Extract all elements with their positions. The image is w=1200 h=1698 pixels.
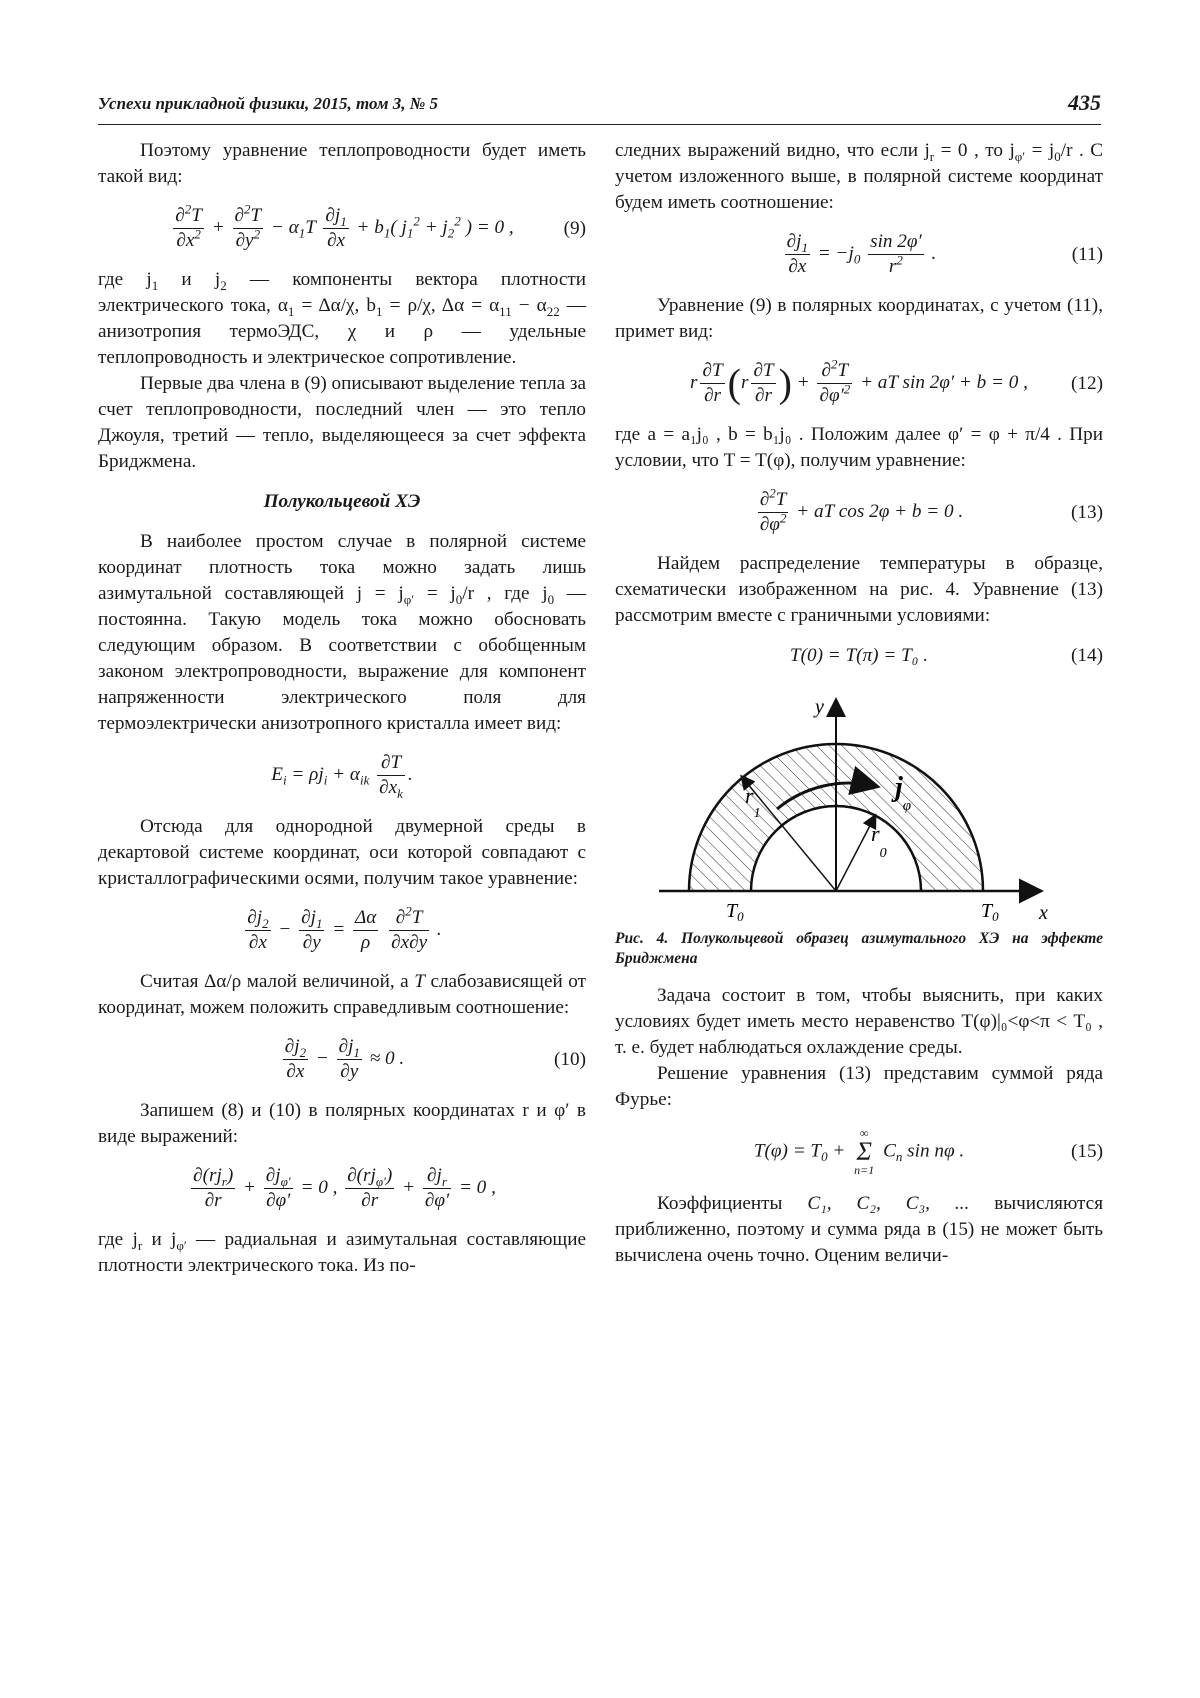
journal-title: Успехи прикладной физики, 2015, том 3, № 5 bbox=[98, 94, 439, 113]
equation-polar: $\frac{\partial(rj_r)}{\partial r}$ + $\frac{\partial j_{\varphi'}}{\partial\varphi'}$ = 0 , $\frac{\partial(rj_{\varphi'})}{\partial r}$ + $\frac{\partial j_r}{\partial\varphi'}$ = 0 , bbox=[193, 1165, 496, 1211]
paragraph: где a = a₁j₀ , b = b₁j₀ . Положим далее φ′ = φ + π/4 . При условии, что T = T(φ), получим уравнение: bbox=[615, 424, 1103, 471]
paragraph: Отсюда для однородной двумерной среды в декартовой системе координат, оси которой совпадают с кристаллографическими осями, получим такое уравнение: bbox=[98, 816, 586, 889]
equation-14: T(0) = T(π) = T₀ . (14) bbox=[615, 643, 1103, 669]
equation-11: $\frac{\partial j_1}{\partial x}$ = $-j_0$ $\frac{\sin 2\varphi'}{r^2}$ . (11) bbox=[786, 231, 1103, 277]
equation-cartesian: $\frac{\partial j_2}{\partial x}$ − $\frac{\partial j_1}{\partial y}$ = $\frac{\Delta\alpha}{\rho}$ $\frac{\partial^2T}{\partial x\partial y}$ . bbox=[247, 903, 442, 953]
paragraph: Считая Δα/ρ малой величиной, а T слабозависящей от координат, можем положить справедливым соотношение: bbox=[98, 971, 587, 1018]
paragraph: где $j_1$ и $j_2$ — компоненты вектора плотности электрического тока, $\alpha_1 = \Delta\alpha/\chi$, $b_1 = \rho/\chi$, $\Delta\alpha = \alpha_{11} - \alpha_{22}$ — анизотропия термоЭДС, χ и ρ — удельные теплопроводность и электрическое сопротивление. bbox=[98, 269, 586, 368]
equation-15: $T(\varphi) = T_0$ + ∞ Σ n=1 $C_n$ sin nφ . (15) bbox=[753, 1126, 1103, 1177]
r0-label: $r_0$ bbox=[871, 821, 887, 861]
j-label: $j_\varphi$ bbox=[895, 772, 912, 814]
paragraph: Первые два члена в (9) описывают выделение тепла за счет теплопроводности, последний член — это тепло Джоуля, третий — тепло, выделяющееся за счет эффекта Бриджмена. bbox=[98, 373, 586, 472]
paragraph: Решение уравнения (13) представим суммой ряда Фурье: bbox=[615, 1063, 1103, 1110]
right-column bbox=[615, 138, 1103, 1269]
paragraph: В наиболее простом случае в полярной системе координат плотность тока можно задать лишь азимутальной составляющей $j = j_{\varphi'} = j_0/r$ , где $j_0$ — постоянна. Такую модель тока можно обосновать следующим образом. В соответствии с обобщенным законом электропроводности, выражение для компонент напряженности электрического поля для термоэлектрически анизотропного кристалла имеет вид: bbox=[98, 531, 587, 734]
paragraph: Поэтому уравнение теплопроводности будет иметь такой вид: bbox=[98, 140, 586, 187]
left-column bbox=[98, 138, 586, 1279]
equation-9: $\frac{\partial^2T}{\partial x^2}$ + $\frac{\partial^2T}{\partial y^2}$ − $\alpha_1T$ $\frac{\partial j_1}{\partial x}$ + $b_1$( $j_1^2 + j_2^2$ ) = 0 , (9) bbox=[175, 201, 586, 251]
r1-label: $r_1$ bbox=[745, 783, 761, 821]
equation-field: $E_i = \rho j_i + \alpha_{ik}$ $\frac{\partial T}{\partial x_k}$ . bbox=[271, 752, 413, 801]
paragraph: Уравнение (9) в полярных координатах, с учетом (11), примет вид: bbox=[615, 295, 1103, 342]
equation-number: (11) bbox=[1071, 243, 1103, 265]
y-label: y bbox=[815, 696, 824, 718]
paragraph: где $j_r$ и $j_{\varphi'}$ — радиальная и азимутальная составляющие плотности электрического тока. Из по- bbox=[98, 1229, 586, 1276]
equation-12: r $\frac{\partial T}{\partial r}$ (r $\frac{\partial T}{\partial r}$ ) + $\frac{\partial^2T}{\partial\varphi'^2}$ + aT sin 2φ′ + b = 0 , (12) bbox=[690, 356, 1103, 406]
paragraph: следних выражений видно, что если $j_r = 0$ , то $j_{\varphi'} = j_0/r$ . С учетом изложенного выше, в полярной системе координат будем иметь соотношение: bbox=[615, 140, 1104, 213]
equation-number: (9) bbox=[563, 217, 586, 239]
equation-number: (10) bbox=[554, 1048, 586, 1070]
paragraph: Задача состоит в том, чтобы выяснить, при каких условиях будет иметь место неравенство T(φ)|₀<φ<π < T₀ , т. е. будет наблюдаться охлаждение среды. bbox=[615, 985, 1103, 1058]
equation-number: (13) bbox=[1071, 501, 1103, 523]
page-number: 435 bbox=[1068, 90, 1101, 115]
equation-number: (12) bbox=[1071, 372, 1103, 394]
x-label: x bbox=[1039, 902, 1048, 923]
equation-13: $\frac{\partial^2T}{\partial\varphi^2}$ + aT cos 2φ + b = 0 . (13) bbox=[759, 485, 1103, 535]
page-header bbox=[98, 90, 1101, 125]
equation-number: (15) bbox=[1071, 1141, 1103, 1162]
paragraph: Запишем (8) и (10) в полярных координатах r и φ′ в виде выражений: bbox=[98, 1100, 586, 1147]
equation-number: (14) bbox=[1071, 645, 1103, 666]
figure-caption: Рис. 4. Полукольцевой образец азимутального ХЭ на эффекте Бриджмена bbox=[615, 930, 1103, 967]
t0-right-label: $T_0$ bbox=[981, 900, 999, 923]
paragraph: Найдем распределение температуры в образце, схематически изображенном на рис. 4. Уравнение (13) рассмотрим вместе с граничными условиями: bbox=[615, 553, 1103, 626]
paragraph: Коэффициенты C₁, C₂, C₃, ... вычисляются приближенно, поэтому и сумма ряда в (15) не может быть вычислена очень точно. Оценим величи- bbox=[615, 1193, 1104, 1266]
figure-semi-ring bbox=[639, 683, 1079, 923]
radius-r0 bbox=[836, 816, 875, 891]
t0-left-label: $T_0$ bbox=[726, 900, 744, 923]
section-heading: Полукольцевой ХЭ bbox=[263, 491, 421, 512]
equation-10: $\frac{\partial j_2}{\partial x}$ − $\frac{\partial j_1}{\partial y}$ ≈ 0 . (10) bbox=[284, 1036, 586, 1082]
